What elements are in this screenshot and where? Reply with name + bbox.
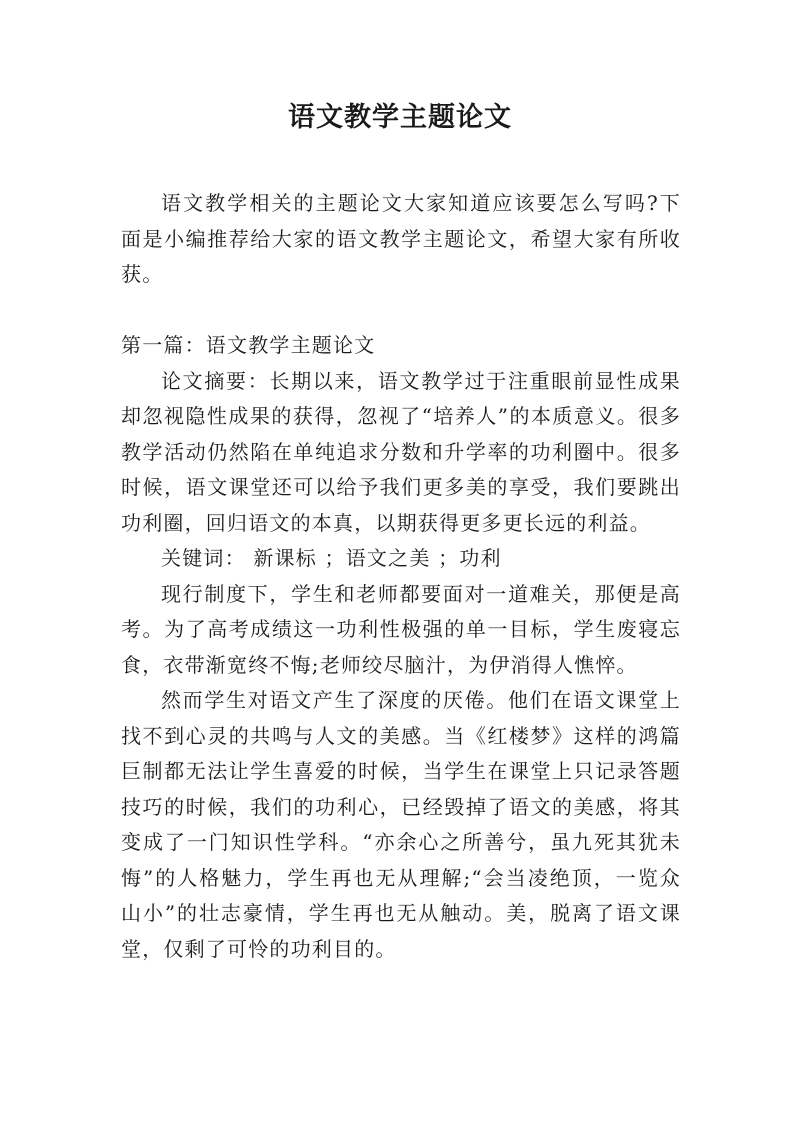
body-paragraph: 现行制度下，学生和老师都要面对一道难关，那便是高考。为了高考成绩这一功利性极强的单一目标，学生废寝忘食，衣带渐宽终不悔;老师绞尽脑汁，为伊消得人憔悴。 — [121, 581, 681, 677]
keywords-paragraph: 关键词： 新课标 ；语文之美 ；功利 — [161, 546, 502, 570]
body-paragraph: 然而学生对语文产生了深度的厌倦。他们在语文课堂上找不到心灵的共鸣与人文的美感。当《红楼梦》这样的鸿篇巨制都无法让学生喜爱的时候，当学生在课堂上只记录答题技巧的时候，我们的功利心，已经毁掉了语文的美感，将其变成了一门知识性学科。“亦余心之所善兮，虽九死其犹未悔”的人格魅力，学生再也无从理解;“会当凌绝顶，一览众山小”的壮志豪情，学生再也无从触动。美，脱离了语文课堂，仅剩了可怜的功利目的。 — [121, 688, 681, 961]
section-heading: 第一篇：语文教学主题论文 — [121, 333, 376, 357]
abstract-paragraph: 论文摘要：长期以来，语文教学过于注重眼前显性成果却忽视隐性成果的获得，忽视了“培养人”的本质意义。很多教学活动仍然陷在单纯追求分数和升学率的功利圈中。很多时候，语文课堂还可以给予我们更多美的享受，我们要跳出功利圈，回归语文的本真，以期获得更多更长远的利益。 — [121, 368, 681, 535]
intro-paragraph: 语文教学相关的主题论文大家知道应该要怎么写吗?下面是小编推荐给大家的语文教学主题论文，希望大家有所收获。 — [121, 191, 681, 286]
document-body — [121, 186, 681, 967]
page-title: 语文教学主题论文 — [288, 102, 512, 133]
paragraph-gap — [121, 293, 681, 329]
